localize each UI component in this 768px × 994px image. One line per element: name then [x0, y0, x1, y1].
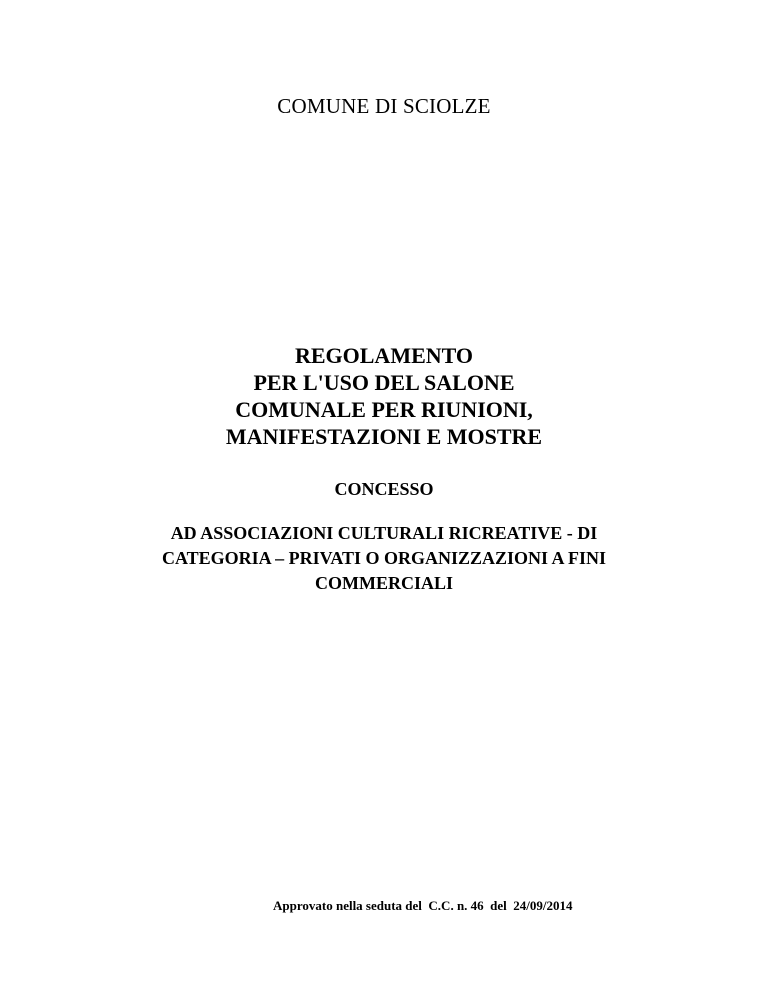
title-line: MANIFESTAZIONI E MOSTRE [225, 424, 543, 449]
title-line: COMUNALE PER RIUNIONI, [235, 397, 533, 422]
recipients-line: CATEGORIA – PRIVATI O ORGANIZZAZIONI A FINI [161, 548, 607, 568]
recipients-block [0, 521, 768, 596]
recipients-line: COMMERCIALI [315, 573, 453, 593]
approval-note: Approvato nella seduta del C.C. n. 46 del 24/09/2014 [273, 898, 573, 913]
recipients-line: AD ASSOCIAZIONI CULTURALI RICREATIVE - DI [170, 523, 598, 543]
title-line: PER L'USO DEL SALONE [253, 370, 515, 395]
regulation-title [0, 342, 768, 450]
concesso-label: CONCESSO [334, 479, 434, 499]
municipality-heading: COMUNE DI SCIOLZE [277, 94, 491, 118]
title-line: REGOLAMENTO [294, 343, 474, 368]
